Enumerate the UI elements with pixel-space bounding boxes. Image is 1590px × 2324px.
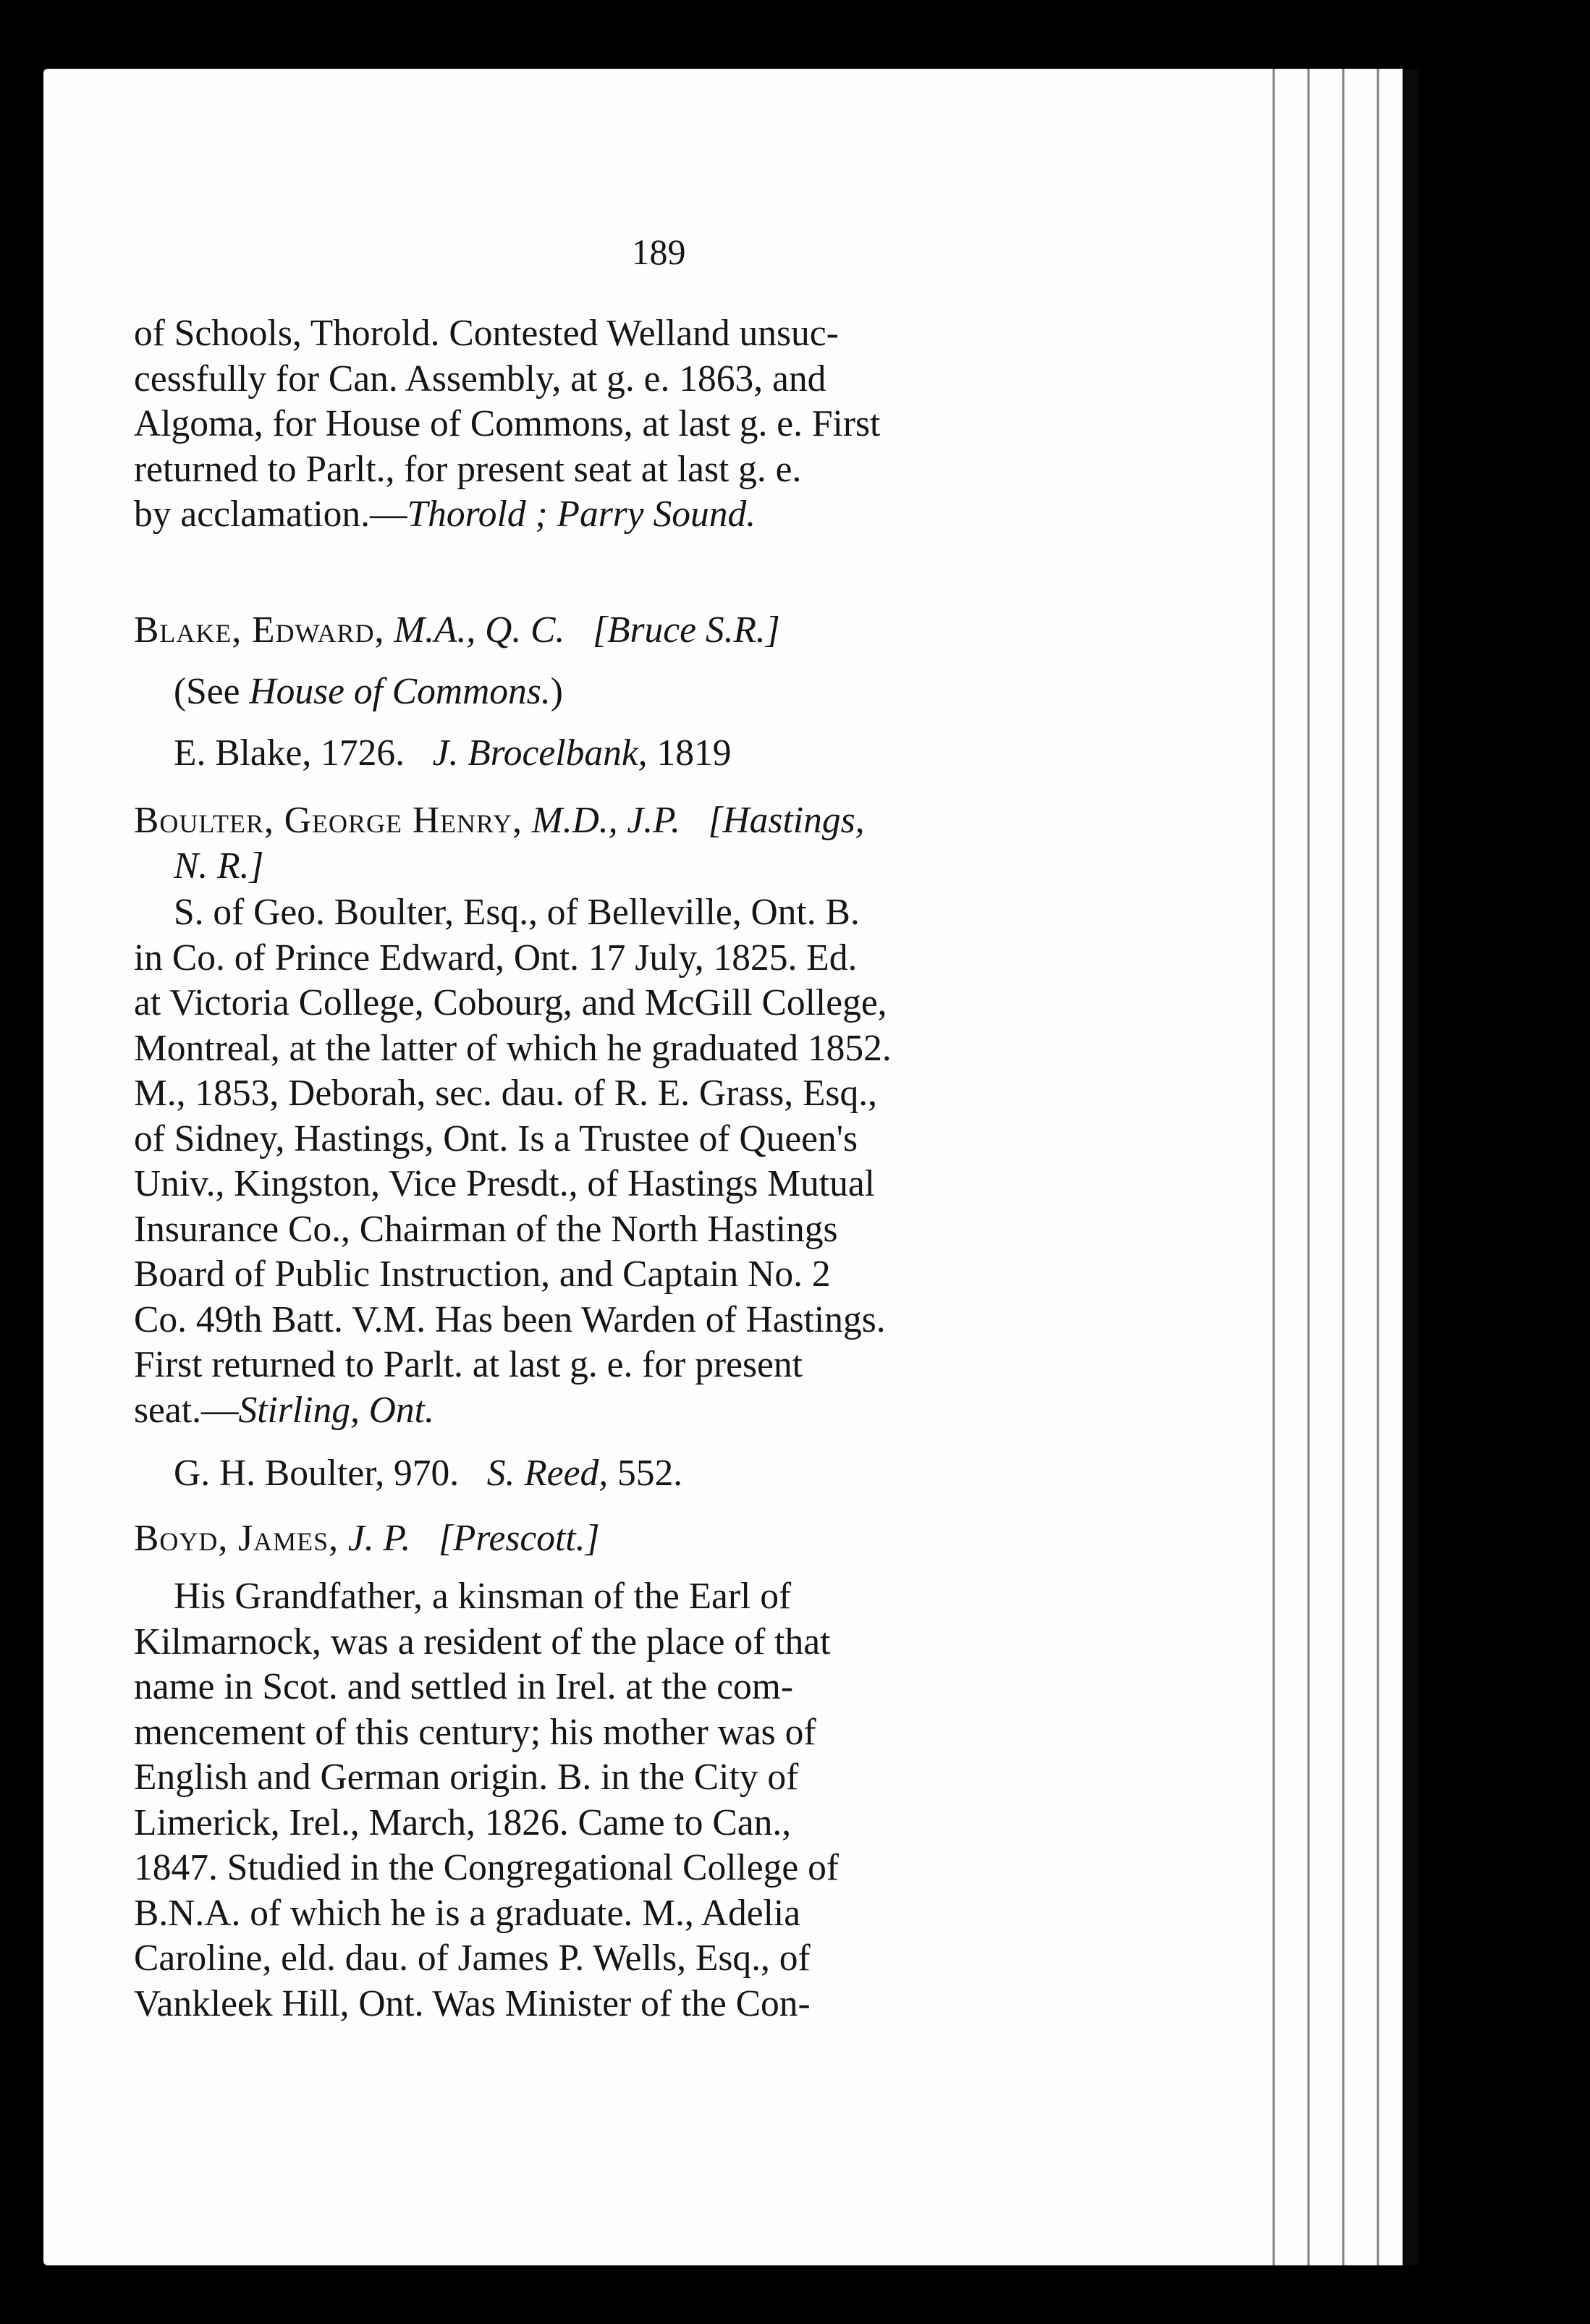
page-shadow-edge	[1403, 69, 1418, 2265]
entry-heading-cont	[134, 844, 1183, 890]
vote-line	[174, 731, 1223, 777]
text-line: Caroline, eld. dau. of James P. Wells, Esq., of	[134, 1938, 811, 1979]
text-line: S. of Geo. Boulter, Esq., of Belleville, Ont. B.	[174, 892, 860, 933]
vote-line	[174, 1451, 1223, 1497]
member-seat: [Bruce S.R.]	[592, 609, 780, 651]
member-degrees: M.A., Q. C.	[394, 609, 565, 651]
text-run: (See	[174, 671, 250, 712]
text-line: His Grandfather, a kinsman of the Earl of	[174, 1576, 792, 1617]
opponent-votes: 1819	[656, 732, 732, 774]
member-seat-cont: N. R.]	[174, 845, 264, 887]
member-seat: [Prescott.]	[438, 1518, 600, 1559]
entry-boyd	[134, 1516, 1183, 1562]
text-run: )	[550, 671, 563, 712]
text-line: Kilmarnock, was a resident of the place of that	[134, 1621, 831, 1662]
text-run: seat.—	[134, 1389, 239, 1431]
member-seat: [Hastings,	[708, 800, 865, 841]
text-line	[174, 669, 1223, 715]
opponent-votes: 552.	[617, 1453, 683, 1494]
entry-boulter	[134, 798, 1183, 889]
text-line: returned to Parlt., for present seat at last g. e.	[134, 448, 802, 490]
entry-heading	[134, 798, 1183, 844]
member-degrees: J. P.	[347, 1518, 411, 1559]
text-line: Co. 49th Batt. V.M. Has been Warden of Hastings.	[134, 1298, 886, 1340]
text-line: name in Scot. and settled in Irel. at the com-	[134, 1666, 793, 1707]
opponent-name: S. Reed,	[486, 1453, 609, 1494]
residence-italic: Stirling, Ont.	[238, 1389, 434, 1431]
text-line: mencement of this century; his mother was of	[134, 1711, 816, 1753]
text-run-italic: House of Commons.	[249, 671, 551, 712]
text-line	[134, 492, 1183, 538]
scanned-page	[43, 69, 1418, 2265]
text-line: English and German origin. B. in the City of	[134, 1757, 799, 1798]
intro-paragraph	[134, 311, 1183, 538]
entry-blake	[134, 608, 1183, 654]
winner-votes: E. Blake, 1726.	[174, 732, 405, 774]
entry-heading	[134, 608, 1183, 654]
page-number: 189	[631, 232, 686, 272]
text-line: in Co. of Prince Edward, Ont. 17 July, 1825. Ed.	[134, 937, 858, 979]
text-run: by acclamation.—	[134, 494, 407, 535]
text-line: Univ., Kingston, Vice Presdt., of Hastings Mutual	[134, 1163, 875, 1204]
opponent-name: J. Brocelbank,	[432, 732, 648, 774]
boulter-votes	[134, 1451, 1223, 1497]
boyd-bio	[134, 1574, 1183, 2027]
residence-italic: Thorold ; Parry Sound.	[407, 494, 756, 535]
text-line: Vankleek Hill, Ont. Was Minister of the Con-	[134, 1982, 811, 2024]
member-name: Boulter, George Henry,	[134, 800, 523, 841]
blake-see-note	[134, 669, 1223, 715]
entry-heading	[134, 1516, 1183, 1562]
text-line: Board of Public Instruction, and Captain No. 2	[134, 1254, 831, 1295]
text-line: cessfully for Can. Assembly, at g. e. 1863, and	[134, 358, 826, 400]
text-line: Limerick, Irel., March, 1826. Came to Can.,	[134, 1801, 792, 1843]
member-name: Blake, Edward,	[134, 609, 385, 651]
boulter-bio	[134, 890, 1183, 1433]
blake-votes	[134, 731, 1223, 777]
text-line: Montreal, at the latter of which he graduated 1852.	[134, 1027, 892, 1069]
text-line: B.N.A. of which he is a graduate. M., Adelia	[134, 1892, 801, 1934]
text-line: 1847. Studied in the Congregational College of	[134, 1847, 840, 1888]
member-degrees: M.D., J.P.	[531, 800, 680, 841]
text-line: M., 1853, Deborah, sec. dau. of R. E. Grass, Esq.,	[134, 1073, 877, 1114]
text-line	[134, 1388, 1183, 1434]
text-line: Algoma, for House of Commons, at last g. e. First	[134, 403, 881, 444]
text-line: at Victoria College, Cobourg, and McGill College,	[134, 982, 887, 1023]
text-line: of Sidney, Hastings, Ont. Is a Trustee of Queen's	[134, 1117, 858, 1159]
winner-votes: G. H. Boulter, 970.	[174, 1453, 460, 1494]
text-line: First returned to Parlt. at last g. e. for present	[134, 1344, 803, 1385]
page-binding-edge	[1252, 69, 1418, 2265]
text-line: of Schools, Thorold. Contested Welland unsuc-	[134, 313, 839, 354]
member-name: Boyd, James,	[134, 1518, 339, 1559]
text-line: Insurance Co., Chairman of the North Hastings	[134, 1208, 838, 1250]
